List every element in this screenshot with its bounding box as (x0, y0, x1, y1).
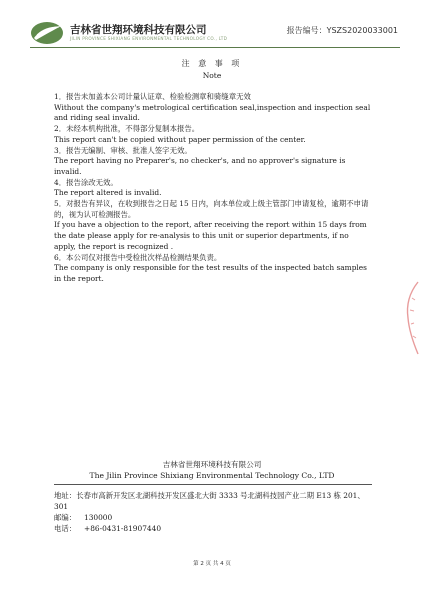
postcode-line (54, 513, 374, 524)
note-item (54, 146, 372, 178)
document-header (30, 20, 400, 46)
footer-company-cn: 吉林省世翔环境科技有限公司 (162, 460, 262, 469)
phone-value: +86-0431-81907440 (84, 523, 162, 533)
address-value: 长春市高新开发区北湖科技开发区盛北大街 3333 号北湖科技园产业二期 E13 栋 201、301 (54, 491, 365, 511)
company-name-en: JILIN PROVINCE SHIXIANG ENVIRONMENTAL TECHNOLOGY CO., LTD (70, 36, 228, 41)
footer-divider (54, 484, 372, 485)
note-item (54, 92, 372, 124)
note-text-en: The company is only responsible for the test results of the inspected batch samples in the report. (54, 263, 367, 283)
leaf-logo-icon (30, 21, 64, 45)
postcode-value: 130000 (84, 512, 113, 522)
note-text-cn: 4．报告涂改无效。 (54, 177, 118, 187)
page-title-cn: 注 意 事 项 (181, 59, 243, 68)
note-text-en: If you have a objection to the report, after receiving the report within 15 days from the date please apply for re-analysis to this unit or superior departments, if no apply, the report is recognized . (54, 220, 367, 251)
note-text-en: The report having no Preparer's, no checker's, and no approver's signature is invalid. (54, 156, 346, 176)
footer-company-en: The Jilin Province Shixiang Environmental Technology Co., LTD (89, 471, 335, 480)
note-text-cn: 3．报告无编制、审核、批准人签字无效。 (54, 145, 192, 155)
note-text-en: Without the company's metrological certification seal,inspection and inspection seal and riding seal invalid. (54, 102, 371, 123)
note-item (54, 199, 372, 253)
report-number: 报告编号：YSZS2020033001 (286, 26, 398, 35)
company-name-cn: 吉林省世翔环境科技有限公司 (70, 24, 207, 36)
notes-list (54, 92, 372, 285)
note-item (54, 124, 372, 145)
note-text-cn: 6．本公司仅对报告中受检批次样品检测结果负责。 (54, 252, 222, 262)
note-text-cn: 1．报告未加盖本公司计量认证章、检验检测章和骑缝章无效 (54, 92, 251, 101)
phone-label: 电话： (54, 523, 77, 533)
postcode-label: 邮编： (54, 512, 77, 522)
note-item (54, 253, 372, 285)
page-title-en: Note (202, 71, 222, 80)
note-text-en: The report altered is invalid. (54, 188, 162, 198)
note-item (54, 178, 372, 199)
contact-block (54, 491, 374, 535)
address-label: 地址： (54, 491, 77, 500)
page-number: 第 2 页 共 4 页 (193, 561, 231, 567)
address-line (54, 491, 374, 513)
header-divider (30, 47, 400, 48)
note-text-en: This report can't be copied without paper permission of the center. (54, 134, 306, 144)
note-text-cn: 5．对报告有异议，在收到报告之日起 15 日内，向本单位或上级主管部门申请复检，逾期不申请的，视为认可检测报告。 (54, 199, 369, 219)
seal-fragment-icon (398, 278, 420, 358)
phone-line (54, 524, 374, 535)
note-text-cn: 2．未经本机构批准，不得部分复制本报告。 (54, 124, 200, 134)
